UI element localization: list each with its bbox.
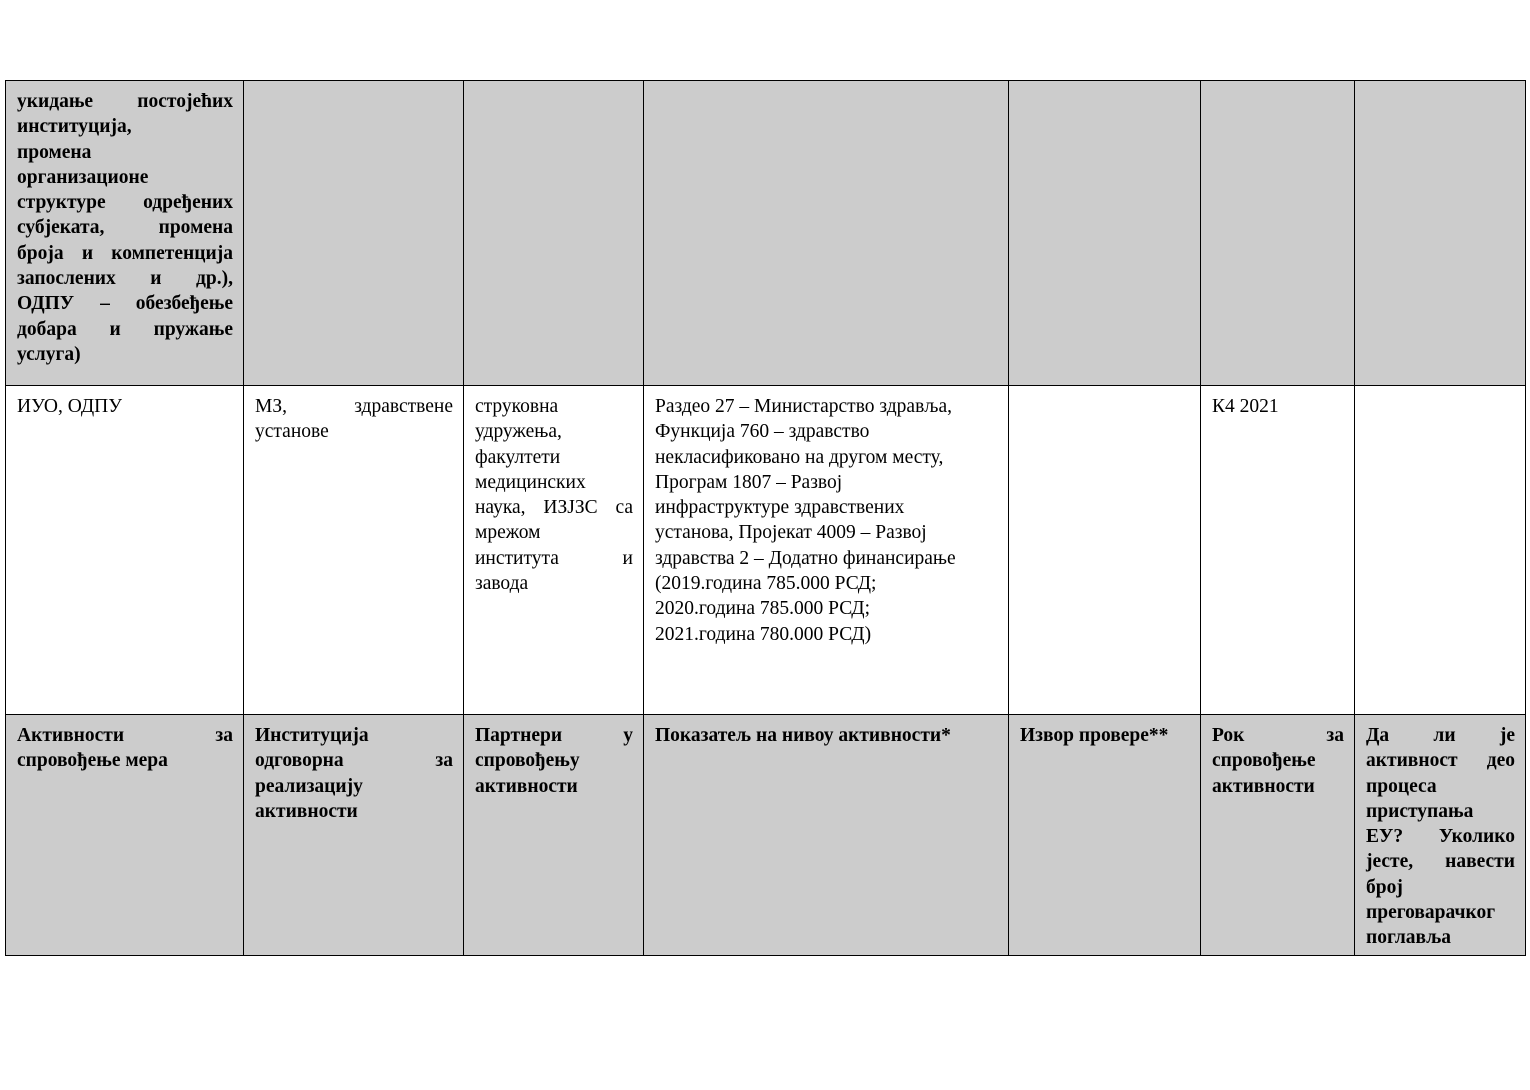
text-line: промена xyxy=(17,141,92,163)
text-line: ЕУ? Уколико xyxy=(1366,826,1515,848)
header-deadline xyxy=(1201,715,1355,956)
text-line: активности xyxy=(475,775,578,797)
text-line: активности xyxy=(255,800,358,822)
text-line: здравства 2 – Додатно финансирање xyxy=(655,547,956,569)
text-line: некласификовано на другом месту, xyxy=(655,446,944,468)
text-line: медицинских xyxy=(475,471,586,493)
text-line: установе xyxy=(255,421,329,443)
text-line: факултети xyxy=(475,446,561,468)
text-line: институција, xyxy=(17,116,132,138)
header-activities xyxy=(6,715,244,956)
text-line: спровођење xyxy=(1212,750,1316,772)
text-line: 2021.година 780.000 РСД) xyxy=(655,623,872,645)
text-line: броја и компетенција xyxy=(17,242,233,264)
text-line: мрежом xyxy=(475,522,541,544)
text-line: Показатељ на нивоу активности* xyxy=(655,725,951,746)
text-line: услуга) xyxy=(17,343,81,365)
table-row-header xyxy=(6,715,1526,956)
empty-cell xyxy=(1009,81,1201,386)
empty-cell xyxy=(464,81,644,386)
text-line: број xyxy=(1366,876,1403,898)
cell-responsible-institution xyxy=(244,386,464,715)
text-line: спровођењу xyxy=(475,750,580,772)
table-row-continuation xyxy=(6,81,1526,386)
header-responsible-institution xyxy=(244,715,464,956)
cell-eu-accession xyxy=(1355,386,1526,715)
text-line: струковна xyxy=(475,396,559,417)
text-line: приступања xyxy=(1366,800,1474,822)
text-line: института и xyxy=(475,547,633,569)
text-line: Активности за xyxy=(17,725,233,746)
text-line: К4 2021 xyxy=(1212,396,1279,417)
cell-verification-source xyxy=(1009,386,1201,715)
text-line: Рок за xyxy=(1212,725,1344,746)
text-line: 2020.година 785.000 РСД; xyxy=(655,598,870,620)
text-line: запослених и др.), xyxy=(17,268,233,290)
text-line: спровођење мера xyxy=(17,750,168,772)
text-line: структуре одређених xyxy=(17,192,233,214)
text-line: Да ли је xyxy=(1366,725,1515,746)
text-line: завода xyxy=(475,573,529,595)
header-verification-source xyxy=(1009,715,1201,956)
text-line: инфраструктуре здравствених xyxy=(655,497,905,519)
text-line: поглавља xyxy=(1366,927,1452,949)
cell-institutional-changes xyxy=(6,81,244,386)
text-line: укидање постојећих xyxy=(17,91,233,112)
text-line: процеса xyxy=(1366,775,1437,797)
text-line: Партнери у xyxy=(475,725,633,746)
measures-table xyxy=(5,80,1526,956)
text-line: Раздео 27 – Министарство здравља, xyxy=(655,396,952,417)
text-line: ОДПУ – обезбеђење xyxy=(17,293,233,315)
text-line: наука, ИЗЈЗС са xyxy=(475,497,633,519)
text-line: добара и пружање xyxy=(17,318,233,340)
text-line: реализацију xyxy=(255,775,363,797)
header-eu-accession xyxy=(1355,715,1526,956)
empty-cell xyxy=(244,81,464,386)
text-line: јесте, навести xyxy=(1366,851,1515,873)
text-line: удружења, xyxy=(475,421,562,443)
cell-partners xyxy=(464,386,644,715)
empty-cell xyxy=(1355,81,1526,386)
text-line: ИУО, ОДПУ xyxy=(17,396,123,417)
header-activity-indicator xyxy=(644,715,1009,956)
text-line: активност део xyxy=(1366,750,1515,772)
text-line: МЗ, здравствене xyxy=(255,396,453,417)
text-line: организационе xyxy=(17,166,149,188)
text-line: Институција xyxy=(255,725,369,746)
text-line: установа, Пројекат 4009 – Развој xyxy=(655,522,927,544)
text-line: преговарачког xyxy=(1366,902,1496,924)
text-line: активности xyxy=(1212,775,1315,797)
empty-cell xyxy=(644,81,1009,386)
text-line: Извор провере** xyxy=(1020,725,1169,746)
text-line: (2019.година 785.000 РСД; xyxy=(655,573,877,595)
cell-responsible-org-type xyxy=(6,386,244,715)
empty-cell xyxy=(1201,81,1355,386)
text-line: субјеката, промена xyxy=(17,217,233,239)
cell-deadline xyxy=(1201,386,1355,715)
text-line: Програм 1807 – Развој xyxy=(655,471,843,493)
cell-funding-source xyxy=(644,386,1009,715)
text-line: одговорна за xyxy=(255,750,453,772)
header-partners xyxy=(464,715,644,956)
table-row-data xyxy=(6,386,1526,715)
text-line: Функција 760 – здравство xyxy=(655,421,870,443)
